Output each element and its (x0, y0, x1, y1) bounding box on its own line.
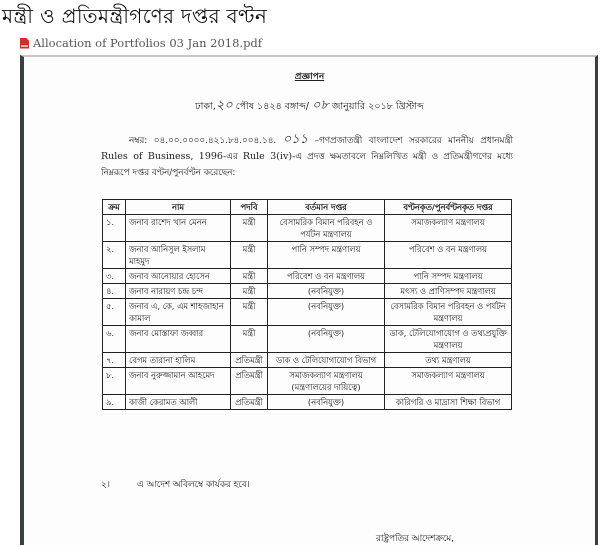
cell-current-portfolio: (নবনিযুক্ত) (268, 326, 385, 353)
cell-current-portfolio: পরিবেশ ও বন মন্ত্রণালয় (268, 269, 385, 284)
attachment-link[interactable] (20, 36, 262, 50)
table-row (103, 215, 512, 242)
header-designation: পদবি (231, 200, 268, 215)
notification-paragraph (101, 132, 513, 181)
cell-allocated-portfolio: বেসামরিক বিমান পরিবহন ও পর্যটন মন্ত্রণালয় (385, 299, 512, 326)
cell-designation: মন্ত্রী (231, 284, 268, 299)
cell-current-portfolio: পানি সম্পদ মন্ত্রণালয় (268, 242, 385, 269)
cell-allocated-portfolio: পরিবেশ ও বন মন্ত্রণালয় (385, 242, 512, 269)
table-row (103, 368, 512, 395)
cell-name: জনাব আনিসুল ইসলাম মাহমুদ (126, 242, 231, 269)
para-latin-1: Rules of Business, 1996 (101, 151, 223, 162)
table-row (103, 299, 512, 326)
date-day2-handwritten: ০৮ (312, 98, 329, 113)
cell-serial: ৫. (103, 299, 126, 326)
page-title: মন্ত্রী ও প্রতিমন্ত্রীগণের দপ্তর বণ্টন (2, 4, 268, 28)
cell-name: জনাব রাশেদ খান মেনন (126, 215, 231, 242)
cell-name: বেগম তারানা হালিম (126, 353, 231, 368)
document-heading: প্রজ্ঞাপন (294, 72, 325, 82)
table-row (103, 395, 512, 410)
clause-2 (101, 477, 250, 492)
cell-current-portfolio: ডাক ও টেলিযোগাযোগ বিভাগ (268, 353, 385, 368)
cell-allocated-portfolio: পানি সম্পদ মন্ত্রণালয় (385, 269, 512, 284)
cell-serial: ১. (103, 215, 126, 242)
table-row (103, 284, 512, 299)
cell-allocated-portfolio: ডাক, টেলিযোগাযোগ ও তথ্যপ্রযুক্তি মন্ত্রণালয় (385, 326, 512, 353)
para-latin-2: Rule 3(iv) (242, 151, 293, 162)
cell-serial: ৪. (103, 284, 126, 299)
cell-serial: ৯. (103, 395, 126, 410)
pdf-file-icon (20, 38, 29, 49)
cell-allocated-portfolio: সমাজকল্যাণ মন্ত্রণালয় (385, 368, 512, 395)
table-header-row (103, 200, 512, 215)
cell-current-portfolio: বেসামরিক বিমান পরিবহন ও পর্যটন মন্ত্রণালয় (268, 215, 385, 242)
cell-name: জনাব এ, কে, এম শাহজাহান কামাল (126, 299, 231, 326)
date-suffix: জানুয়ারি ২০১৮ খ্রিস্টাব্দ (331, 101, 424, 112)
cell-designation: মন্ত্রী (231, 326, 268, 353)
cell-current-portfolio: (নবনিযুক্ত) (268, 284, 385, 299)
header-serial: ক্রম (103, 200, 126, 215)
para-text-3: -এ প্রদত্ত ক্ষমতাবলে নিম্নলিখিত মন্ত্রী ও প্রতিমন্ত্রীগণের মধ্যে নিম্নরূপে দপ্তর বণ্টন/পুনর্বণ্টন করেছেন: (101, 152, 513, 178)
cell-designation: প্রতিমন্ত্রী (231, 368, 268, 395)
memo-label: নম্বর: (129, 136, 148, 146)
table-row (103, 269, 512, 284)
cell-designation: প্রতিমন্ত্রী (231, 353, 268, 368)
clause-2-number: ২। (101, 480, 110, 490)
cell-serial: ৭. (103, 353, 126, 368)
pdf-viewer[interactable] (20, 55, 598, 545)
cell-serial: ২. (103, 242, 126, 269)
attachment-filename[interactable]: Allocation of Portfolios 03 Jan 2018.pdf (33, 36, 263, 50)
cell-serial: ৩. (103, 269, 126, 284)
cell-current-portfolio: (নবনিযুক্ত) (268, 299, 385, 326)
cell-current-portfolio: (নবনিযুক্ত) (268, 395, 385, 410)
header-allocated-portfolio: বণ্টনকৃত/পুনর্বণ্টনকৃত দপ্তর (385, 200, 512, 215)
cell-designation: প্রতিমন্ত্রী (231, 395, 268, 410)
document-page (24, 57, 595, 545)
allocation-table (102, 199, 512, 410)
cell-serial: ৬. (103, 326, 126, 353)
header-name: নাম (126, 200, 231, 215)
cell-allocated-portfolio: মৎস্য ও প্রাণিসম্পদ মন্ত্রণালয় (385, 284, 512, 299)
cell-name: জনাব মোস্তাফা জব্বার (126, 326, 231, 353)
cell-name: কাজী কেরামত আলী (126, 395, 231, 410)
cell-allocated-portfolio: তথ্য মন্ত্রণালয় (385, 353, 512, 368)
memo-number-handwritten: ০১১ (282, 132, 309, 147)
table-row (103, 353, 512, 368)
cell-designation: মন্ত্রী (231, 242, 268, 269)
cell-name: জনাব আনোয়ার হোসেন (126, 269, 231, 284)
date-day-handwritten: ২০ (215, 98, 233, 113)
clause-2-text: এ আদেশ অবিলম্বে কার্যকর হবে। (137, 480, 250, 490)
cell-current-portfolio: সমাজকল্যাণ মন্ত্রণালয় (মন্ত্রণালয়ের দায়িত্বে) (268, 368, 385, 395)
cell-name: জনাব নারায়ণ চন্দ্র চন্দ (126, 284, 231, 299)
cell-serial: ৮. (103, 368, 126, 395)
cell-designation: মন্ত্রী (231, 269, 268, 284)
date-line (24, 96, 595, 117)
cell-designation: মন্ত্রী (231, 215, 268, 242)
cell-allocated-portfolio: কারিগরি ও মাদ্রাসা শিক্ষা বিভাগ (385, 395, 512, 410)
header-current-portfolio: বর্তমান দপ্তর (268, 200, 385, 215)
table-row (103, 326, 512, 353)
memo-number: ০৪.০০.০০০০.৪২১.৮৪.০০৪.১৪. (153, 136, 277, 146)
signature-line: রাষ্ট্রপতির আদেশক্রমে, (376, 534, 454, 544)
cell-designation: মন্ত্রী (231, 299, 268, 326)
cell-allocated-portfolio: সমাজকল্যাণ মন্ত্রণালয় (385, 215, 512, 242)
date-middle: পৌষ ১৪২৪ বঙ্গাব্দ/ (235, 101, 309, 112)
para-text-2: -এর (222, 152, 238, 162)
table-row (103, 242, 512, 269)
cell-name: জনাব নুরুজ্জামান আহমেদ (126, 368, 231, 395)
date-prefix: ঢাকা, (195, 101, 216, 112)
para-text-1: –গণপ্রজাতন্ত্রী বাংলাদেশ সরকারের মাননীয় প্রধানমন্ত্রী (314, 136, 514, 146)
